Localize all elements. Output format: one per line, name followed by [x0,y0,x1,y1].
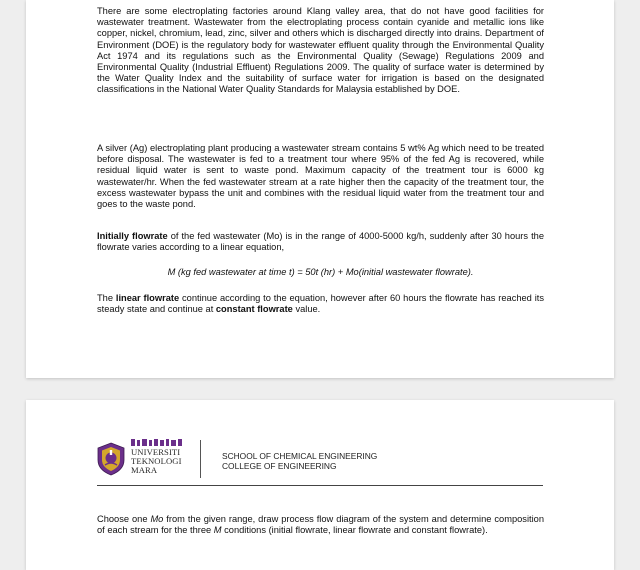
paragraph-problem-text: A silver (Ag) electroplating plant producing a wastewater stream contains 5 wt% Ag which need to be treated before disposal. The wastewater is fed to a treatment tour where 95% of the fed Ag is recovered, while residual liquid water is sent to waste pond. Maximum capacity of the treatment tour is 6000 kg wastewater/hr. When the fed wastewater stream at a rate higher then the capacity of the treatment tour, the excess wastewater bypass the unit and combines with the residual liquid water from the treatment tour and goes to the waste pond. [97,143,544,210]
uitm-logo [96,438,191,482]
paragraph-linear-flowrate [97,293,544,315]
logo-mara: MARA [131,465,158,475]
document-page-2 [26,400,614,570]
header-divider [200,440,201,478]
paragraph-initial-flowrate [97,231,544,253]
paragraph-problem-statement [97,143,544,210]
linear-text-b: continue according to the equation, however after 60 hours the flowrate has reached its steady state and continue at [97,293,544,315]
school-header [222,451,377,471]
task-text-c: conditions (initial flowrate, linear flowrate and constant flowrate). [221,525,488,536]
logo-teknologi: TEKNOLOGI [131,456,182,466]
equation-linear-flowrate: M (kg fed wastewater at time t) = 50t (hr) + Mo(initial wastewater flowrate). [167,267,474,277]
initial-flowrate-text: of the fed wastewater (Mo) is in the range of 4000-5000 kg/h, suddenly after 30 hours the flowrate varies according to a linear equation, [97,231,544,253]
header-rule [97,485,543,486]
university-crest-icon [96,442,126,476]
bold-linear-flowrate: linear flowrate [115,293,180,303]
task-text-a: Choose one [97,514,151,524]
college-name: COLLEGE OF ENGINEERING [222,461,337,471]
university-name [131,448,182,475]
linear-text-c: value. [292,304,321,315]
task-mo: Mo [150,514,164,524]
linear-text-a: The [97,293,116,303]
task-m: M [213,525,222,536]
document-page-1 [26,0,614,378]
bold-constant-flowrate: constant flowrate [215,304,293,315]
logo-universiti: UNIVERSITI [131,447,181,457]
task-text-b: from the given range, draw process flow diagram of the system and determine composition of each stream for the three [97,514,544,536]
paragraph-task [97,514,544,536]
bold-initially-flowrate: Initially flowrate [97,231,168,241]
paragraph-background: There are some electroplating factories around Klang valley area, that do not have good facilities for wastewater treatment. Wastewater from the electroplating process contain cyanide and metallic ions like copper, nickel, chromium, lead, zinc, silver and others which is discharged directly into drains. Department of Environment (DOE) is the regulatory body for wastewater effluent quality through the Environmental Quality Act 1974 and its regulations such as the Environmental Quality (Sewage) Regulations 2009 and Environmental Quality (Industrial Effluent) Regulations 2009. The quality of surface water is determined by the Water Quality Index and the suitability of surface water for irrigation is based on the designated classifications in the National Water Quality Standards for Malaysia established by DOE. [97,6,544,95]
university-banner-icon [130,438,186,447]
school-name: SCHOOL OF CHEMICAL ENGINEERING [222,451,378,461]
